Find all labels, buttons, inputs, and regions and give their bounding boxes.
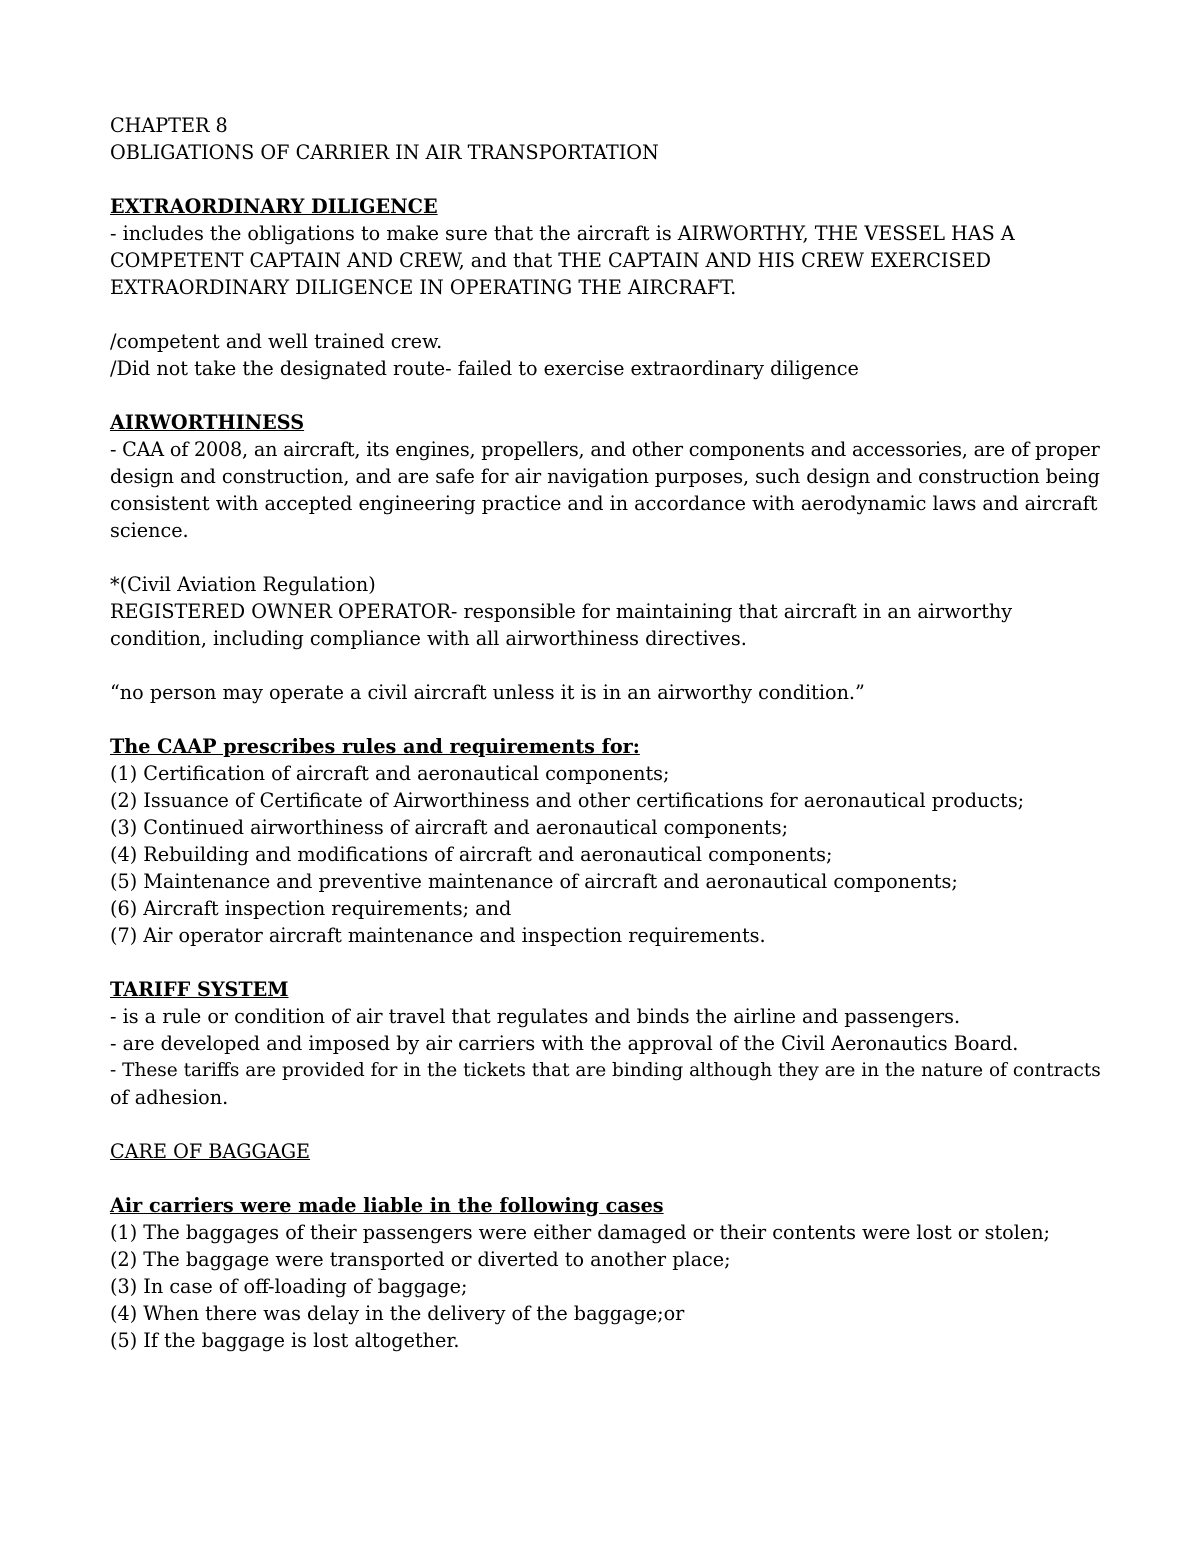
- extraordinary-text-line: - includes the obligations to make sure that the aircraft is AIRWORTHY, THE VESSEL HAS A: [110, 222, 1015, 245]
- car-text-line: *(Civil Aviation Regulation): [110, 573, 376, 596]
- car-text-line: REGISTERED OWNER OPERATOR- responsible for maintaining that aircraft in an airworthy: [110, 600, 1013, 623]
- section-heading-caap: The CAAP prescribes rules and requirements for:: [110, 735, 640, 758]
- spacer: [110, 544, 1100, 571]
- airworthiness-text-line: consistent with accepted engineering practice and in accordance with aerodynamic laws and aircraft: [110, 492, 1098, 515]
- caap-list-item: (7) Air operator aircraft maintenance and inspection requirements.: [110, 924, 766, 947]
- spacer: [110, 706, 1100, 733]
- section-heading-airworthiness: AIRWORTHINESS: [110, 411, 305, 434]
- tariff-text-line: of adhesion.: [110, 1086, 229, 1109]
- extraordinary-text-line: EXTRAORDINARY DILIGENCE IN OPERATING THE AIRCRAFT.: [110, 276, 737, 299]
- chapter-number: CHAPTER 8: [110, 114, 228, 137]
- extraordinary-note: /Did not take the designated route- failed to exercise extraordinary diligence: [110, 357, 859, 380]
- spacer: [110, 1165, 1100, 1192]
- spacer: [110, 1111, 1100, 1138]
- caap-list-item: (4) Rebuilding and modifications of aircraft and aeronautical components;: [110, 843, 833, 866]
- baggage-list-item: (3) In case of off-loading of baggage;: [110, 1275, 468, 1298]
- caap-list-item: (2) Issuance of Certificate of Airworthiness and other certifications for aeronautical products;: [110, 789, 1025, 812]
- extraordinary-note: /competent and well trained crew.: [110, 330, 443, 353]
- spacer: [110, 652, 1100, 679]
- baggage-list-item: (2) The baggage were transported or diverted to another place;: [110, 1248, 731, 1271]
- chapter-title: OBLIGATIONS OF CARRIER IN AIR TRANSPORTATION: [110, 141, 659, 164]
- baggage-list-item: (5) If the baggage is lost altogether.: [110, 1329, 460, 1352]
- tariff-text-line: - are developed and imposed by air carriers with the approval of the Civil Aeronautics Board.: [110, 1032, 1019, 1055]
- airworthiness-text-line: design and construction, and are safe for air navigation purposes, such design and construction being: [110, 465, 1100, 488]
- baggage-list-item: (1) The baggages of their passengers were either damaged or their contents were lost or stolen;: [110, 1221, 1051, 1244]
- spacer: [110, 382, 1100, 409]
- section-heading-tariff-system: TARIFF SYSTEM: [110, 978, 289, 1001]
- extraordinary-text-line: COMPETENT CAPTAIN AND CREW, and that THE CAPTAIN AND HIS CREW EXERCISED: [110, 249, 992, 272]
- section-heading-liable-cases: Air carriers were made liable in the following cases: [110, 1194, 664, 1217]
- airworthy-quote: “no person may operate a civil aircraft unless it is in an airworthy condition.”: [110, 681, 865, 704]
- document-page: [110, 112, 1100, 1354]
- baggage-list-item: (4) When there was delay in the delivery of the baggage;or: [110, 1302, 685, 1325]
- caap-list-item: (1) Certification of aircraft and aeronautical components;: [110, 762, 670, 785]
- airworthiness-text-line: - CAA of 2008, an aircraft, its engines, propellers, and other components and accessories, are of proper: [110, 438, 1100, 461]
- car-text-line: condition, including compliance with all airworthiness directives.: [110, 627, 747, 650]
- caap-list-item: (5) Maintenance and preventive maintenance of aircraft and aeronautical components;: [110, 870, 958, 893]
- airworthiness-text-line: science.: [110, 519, 189, 542]
- section-heading-care-of-baggage: CARE OF BAGGAGE: [110, 1140, 311, 1163]
- tariff-text-line: - These tariffs are provided for in the tickets that are binding although they are in the nature of contracts: [110, 1060, 1101, 1081]
- caap-list-item: (6) Aircraft inspection requirements; and: [110, 897, 512, 920]
- caap-list-item: (3) Continued airworthiness of aircraft and aeronautical components;: [110, 816, 789, 839]
- tariff-text-line: - is a rule or condition of air travel that regulates and binds the airline and passengers.: [110, 1005, 961, 1028]
- spacer: [110, 301, 1100, 328]
- spacer: [110, 166, 1100, 193]
- spacer: [110, 949, 1100, 976]
- section-heading-extraordinary-diligence: EXTRAORDINARY DILIGENCE: [110, 195, 438, 218]
